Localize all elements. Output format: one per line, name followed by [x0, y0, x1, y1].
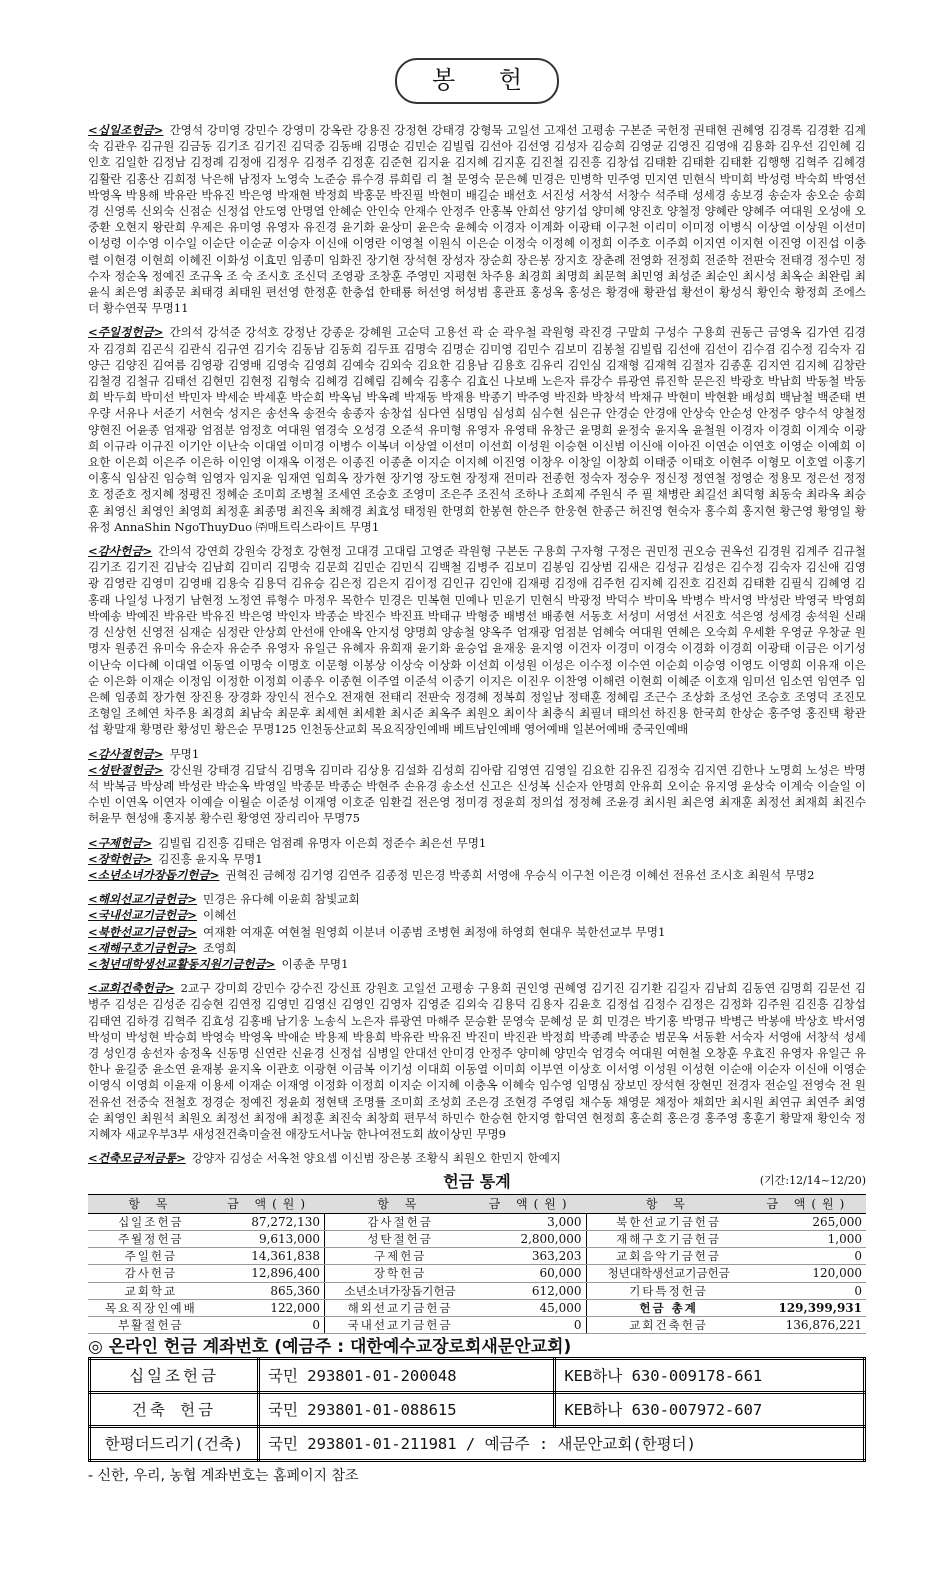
offering-category-label: <교회건축헌금>: [88, 981, 175, 996]
donor-names: 여재환 여재훈 여현철 원영희 이분녀 이종범 조병현 최정애 하영희 현대우 북한선교부 무명1: [203, 924, 666, 939]
account-note: - 신한, 우리, 농협 계좌번호는 홈페이지 참조: [88, 1468, 359, 1485]
stats-amount: 0: [475, 1317, 586, 1334]
offering-section: [88, 956, 866, 972]
stats-amount: 612,000: [475, 1282, 586, 1299]
stats-item: 청년대학생선교기금헌금: [586, 1265, 751, 1282]
stats-amount: 0: [214, 1317, 325, 1334]
donor-names: 강양자 김성순 서옥천 양요셉 이신범 장은봉 조황식 최원오 한민지 한예지: [191, 1151, 561, 1166]
stats-item: 성탄절헌금: [325, 1231, 476, 1248]
stats-amount: 363,203: [475, 1248, 586, 1265]
stats-item: 장학헌금: [325, 1265, 476, 1282]
stats-amount: 9,613,000: [214, 1231, 325, 1248]
account-number: KEB하나 630-009178-661: [555, 1359, 865, 1393]
stats-item: 부활절헌금: [88, 1317, 214, 1334]
donor-names: 간의석 강석준 강석호 강정난 강종운 강혜원 고순덕 고용선 곽 순 곽우철 곽원형 곽진경 구말희 구성수 구용희 권동근 금영옥 김가연 김경자 김경희 김곤식 김관식 김규연 김기숙 김동남 김동희 김두표 김명숙 김명순 김미영 김민수 김보미 김봉철 김빌립 김선애 김선이 김수겸 김수정 김숙자 김양근 김양진 김여름 김영광 김영배 김영숙 김영희 김예숙 김외숙 김요한 김용남 김용호 김유리 김인심 김재형 김재혁 김절자 김종훈 김지연 김지혜 김창란 김철경 김철규 김태선 김현민 김현정 김형숙 김혜경 김혜림 김혜숙 김홍수 김효신 나보배 노은자 류강수 류광연 류진학 문은진 박광호 박남희 박동철 박동희 박두희 박미선 박민자 박세순 박세훈 박순희 박옥님 박옥례 박재동 박재용 박종기 박주영 박진화 박창석 박채규 박현미 박현환 배성희 백남철 백준태 변우량 서유나 서준기 서현숙 성지은 송선옥 송전숙 송종자 송창섭 심다연 심명임 심성희 심수현 심은규 안경순 안경애 안상숙 안순성 안정주 양수석 양철정 양현진 어윤종 엄재광 엄점분 엄정호 여대원 염경숙 오성경 오준석 유미형 유영자 유영태 유창근 윤명희 윤정숙 윤지옥 윤철원 이경자 이경희 이계숙 이광희 이규라 이규진 이기안 이난숙 이대열 이미경 이병수 이복녀 이상열 이선미 이선희 이성원 이승현 이신범 이신애 이아진 이연순 이연호 이영순 이예희 이요한 이은희 이은주 이은하 이인영 이재옥 이정은 이종진 이종춘 이지순 이지혜 이진영 이창우 이창일 이창희 이태중 이태호 이현주 이형모 이호열 이홍기 이홍식 임삼진 임승혁 임영자 임지윤 임재연 임희옥 장가현 장기영 장도현 장정재 전미라 전종헌 정숙자 정승우 정신정 정연철 정영순 정용모 정은선 정정호 정준호 정지혜 정평진 정혜순 조미희 조병철 조세연 조승호 조영미 조은주 조진석 조하나 조희제 주원식 주 필 채병란 최길선 최덕형 최동숙 최라옥 최승훈 최영신 최영인 최영희 최정훈 최종명 최진옥 최해경 최효성 태정원 한명희 한봉현 한은주 한웅현 한종근 허진영 현숙자 홍수희 홍지현 황근영 황영일 황유정 AnnaShin NgoThuyDuo ㈜매트릭스라이트 무명1: [88, 325, 866, 534]
stats-item: 재해구호기금헌금: [586, 1231, 751, 1248]
offering-category-label: <성탄절헌금>: [88, 762, 164, 777]
stats-row: [88, 1282, 866, 1299]
offering-category-label: <감사헌금>: [88, 544, 153, 559]
offering-section: [88, 940, 866, 956]
stats-period: (기간:12/14~12/20): [759, 1174, 866, 1188]
offering-section: [88, 122, 866, 316]
stats-row: [88, 1317, 866, 1334]
stats-amount: 2,800,000: [475, 1231, 586, 1248]
stats-amount: 45,000: [475, 1299, 586, 1316]
offering-category-label: <장학헌금>: [88, 851, 153, 866]
stats-amount: 0: [751, 1248, 866, 1265]
offering-section: [88, 907, 866, 923]
donor-names: 김진흥 윤지옥 무명1: [158, 851, 263, 866]
offering-section: [88, 543, 866, 737]
account-row: [90, 1359, 865, 1393]
offering-category-label: <청년대학생선교활동지원기금헌금>: [88, 956, 276, 971]
stats-item: 기타특정헌금: [586, 1282, 751, 1299]
offering-category-label: <소년소녀가장돕기헌금>: [88, 867, 220, 882]
donor-names: 이혜선: [203, 908, 237, 923]
stats-item: 감사절헌금: [325, 1213, 476, 1230]
donor-names: 조영희: [203, 940, 237, 955]
offering-section: [88, 762, 866, 827]
account-category: 한평더드리기(건축): [90, 1427, 259, 1461]
offering-category-label: <건축모금저금통>: [88, 1151, 186, 1166]
account-row: [90, 1427, 865, 1461]
online-title: ◎ 온라인 헌금 계좌번호 (예금주 : 대한예수교장로회새문안교회): [88, 1337, 572, 1358]
account-row: [90, 1393, 865, 1427]
account-table: [88, 1357, 866, 1462]
offering-category-label: <국내선교기금헌금>: [88, 908, 198, 923]
stats-item: 십일조헌금: [88, 1213, 214, 1230]
stats-body: [88, 1213, 866, 1333]
stats-header: 항 목: [88, 1194, 214, 1213]
stats-amount: 120,000: [751, 1265, 866, 1282]
stats-item: 주일헌금: [88, 1248, 214, 1265]
stats-item: 북한선교기금헌금: [586, 1213, 751, 1230]
stats-item: 헌금 총계: [586, 1299, 751, 1316]
offering-sections: [88, 122, 866, 1166]
offering-section: [88, 1150, 866, 1166]
donor-names: 김빌립 김진흥 김태은 엄점례 유명자 이은희 정준수 최은선 무명1: [158, 835, 487, 850]
page-title: 봉 헌: [395, 58, 559, 104]
stats-amount: 87,272,130: [214, 1213, 325, 1230]
stats-amount: 136,876,221: [751, 1317, 866, 1334]
offering-category-label: <주일정헌금>: [88, 325, 164, 340]
stats-row: [88, 1213, 866, 1230]
stats-header: 항 목: [586, 1194, 751, 1213]
stats-amount: 265,000: [751, 1213, 866, 1230]
offering-section: [88, 835, 866, 851]
stats-amount: 12,896,400: [214, 1265, 325, 1282]
account-number: 국민 293801-01-200048: [259, 1359, 555, 1393]
stats-item: 교회건축헌금: [586, 1317, 751, 1334]
stats-item: 구제헌금: [325, 1248, 476, 1265]
stats-amount: 1,000: [751, 1231, 866, 1248]
stats-amount: 14,361,838: [214, 1248, 325, 1265]
donor-names: 민경은 유다혜 이윤희 참빛교회: [203, 892, 360, 907]
offering-category-label: <구제헌금>: [88, 835, 153, 850]
stats-section: [88, 1174, 866, 1190]
stats-item: 주월정헌금: [88, 1231, 214, 1248]
stats-header: 금 액(원): [751, 1194, 866, 1213]
stats-row: [88, 1248, 866, 1265]
offering-section: [88, 867, 866, 883]
donor-names: 무명1: [169, 746, 200, 761]
account-number: KEB하나 630-007972-607: [555, 1393, 865, 1427]
stats-item: 해외선교기금헌금: [325, 1299, 476, 1316]
offering-content: [88, 122, 866, 1485]
stats-header: 금 액(원): [214, 1194, 325, 1213]
donor-names: 간영석 강미영 강민수 강영미 강옥란 강용진 강정현 강태경 강형묵 고일선 고재선 고평송 구본준 국헌정 권태현 권혜영 김경록 김경환 김계숙 김관우 김규원 김금동 김기조 김기진 김덕중 김동배 김명순 김민순 김빌립 김선아 김선영 김성자 김승희 김영균 김영진 김영애 김용화 김우선 김인혜 김인호 김일한 김정남 김정례 김정애 김정우 김정주 김정훈 김준현 김지윤 김지혜 김지훈 김진철 김진흥 김창섭 김태환 김태환 김태환 김행행 김혁주 김혜경 김활란 김홍산 김희정 낙은해 남정자 노영숙 노준승 류수경 류희림 리 철 문영숙 문은혜 민경은 민병학 민주영 민지연 민현식 박미희 박성령 박숙희 박영선 박영옥 박용해 박유란 박유진 박은영 박재현 박정희 박홍문 박진필 박현미 배길순 배선호 서진성 서창석 서창수 석주태 성세경 송보경 송순자 송오순 송희경 신영록 신외숙 신점순 신정섭 안도영 안명열 안혜순 안인숙 안재수 안정주 안홍복 안희선 양기섭 양미혜 양진호 양철정 양혜란 양혜주 여대원 오성애 오중환 오현지 왕란희 우제은 유미영 유영자 유진경 윤기화 윤상미 윤은숙 윤혜숙 이경자 이계화 이광태 이구천 이리미 이미정 이병식 이상열 이상원 이선미 이성령 이수영 이수일 이순단 이순균 이승자 이신애 이영란 이영철 이원식 이은순 이정숙 이정혜 이정희 이주호 이주희 이지연 이지현 이진영 이진섭 이충렬 이현경 이현희 이혜진 이화성 이효민 임종미 임화진 장기현 장석현 장성자 장순희 장은봉 장지호 장춘례 전영화 전정희 전준학 전판숙 전태경 정수민 정수자 정순옥 정예진 조규옥 조 숙 조시호 조신덕 조영광 조창훈 주영민 지평현 차주용 최경희 최명희 최문혁 최민영 최성준 최순인 최시성 최옥순 최완림 최윤식 최은영 최종문 최태경 최태원 편선영 한정훈 한충섭 한태룡 허선영 허성범 홍관표 홍성옥 홍성은 황경애 황관섭 황선이 황성식 황인숙 황정희 조에스더 황수연꾹 무명11: [88, 123, 866, 316]
donor-names: 강신원 강태경 김달식 김명옥 김미라 김상용 김설화 김성희 김아람 김영연 김영일 김요한 김유진 김정숙 김지연 김한나 노명희 노성은 박명석 박복금 박상례 박성란 박순옥 박영일 박종문 박종순 박현주 손유경 송소선 신고은 신성복 신순자 안명희 안유희 오이순 유지영 윤상숙 이계숙 이슬일 이수빈 이연옥 이연자 이예슬 이월순 이준성 이재영 이호준 임환걸 전은영 정미경 정윤희 정의섭 정정혜 조윤경 최시원 최은영 최재훈 최정선 최재희 최진수 허윤무 현성애 홍지봉 황수린 황영연 장리리아 무명75: [88, 762, 866, 826]
offering-section: [88, 851, 866, 867]
stats-amount: 3,000: [475, 1213, 586, 1230]
offering-category-label: <재해구호기금헌금>: [88, 940, 198, 955]
stats-header-row: [88, 1194, 866, 1213]
stats-row: [88, 1265, 866, 1282]
stats-item: 교회학교: [88, 1282, 214, 1299]
stats-row: [88, 1299, 866, 1316]
offering-section: [88, 891, 866, 907]
stats-amount: 0: [751, 1282, 866, 1299]
donor-names: 이종춘 무명1: [281, 956, 349, 971]
stats-item: 교회음악기금헌금: [586, 1248, 751, 1265]
stats-item: 감사헌금: [88, 1265, 214, 1282]
stats-row: [88, 1231, 866, 1248]
stats-item: 국내선교기금헌금: [325, 1317, 476, 1334]
donor-names: 2교구 강미희 강민수 강수진 강신표 강원호 고일선 고평송 구용희 권인영 권혜영 김기진 김기환 김길자 김남희 김동연 김명희 김문선 김병주 김성은 김성준 김승현 김연정 김영민 김영신 김영인 김영자 김영준 김외숙 김용덕 김용자 김윤호 김정섭 김정수 김정은 김정화 김주원 김진흥 김창섭 김태연 김하경 김혁주 김효성 김홍배 남기웅 노송식 노은자 류광연 마해주 문승환 문영숙 문혜성 문 희 민경은 박기홍 박명규 박병근 박봉애 박상호 박서영 박성미 박성현 박승희 박영숙 박영옥 박애순 박용제 박용희 박유란 박유진 박진미 박진관 박정희 박종례 박종순 범문옥 서동환 서숙자 서영애 서창석 성세경 성인경 송선자 송정옥 신동명 신연란 신윤경 신정섭 심병일 안대선 안미경 안정주 양미혜 양민숙 엄경숙 여대원 여현철 오창훈 우효진 유영자 유일근 유한나 윤길중 윤소연 윤재봉 윤지옥 이관호 이광현 이금복 이기성 이대희 이동열 이미희 이부연 이상호 이서영 이성원 이성현 이순애 이순자 이신애 이영순 이영식 이영희 이윤재 이용세 이재순 이재영 이정화 이정희 이지순 이지혜 이충옥 이혜숙 임수영 임명심 장보민 장석현 장현민 전경자 전순일 전영숙 전 원 전유선 전중숙 전철호 정경순 정예진 정윤희 정현택 조명률 조미희 조성희 조은경 조현경 주영림 채수동 채영문 채정아 채희만 최시원 최연규 최연주 최영순 최영인 최원석 최원오 최정선 최정애 최정훈 최진숙 최창희 편무석 하민수 한승현 한지영 함덕연 현정희 홍순희 홍은경 홍주영 홍훈기 황말재 황인숙 정지혜자 새교우부3부 새성전건축미술전 애장도서나눔 한나여전도회 故이상민 무명9: [88, 981, 866, 1141]
stats-table: [88, 1194, 866, 1335]
offering-category-label: <해외선교기금헌금>: [88, 892, 198, 907]
offering-category-label: <십일조헌금>: [88, 123, 164, 137]
stats-item: 소년소녀가장돕기헌금: [325, 1282, 476, 1299]
account-number: 국민 293801-01-211981 / 예금주 : 새문안교회(한평더): [259, 1427, 865, 1461]
account-category: 십일조헌금: [90, 1359, 259, 1393]
stats-title: 헌금 통계: [443, 1172, 511, 1192]
offering-section: [88, 924, 866, 940]
stats-item: 목요직장인예배: [88, 1299, 214, 1316]
stats-header: 항 목: [325, 1194, 476, 1213]
offering-category-label: <감사절헌금>: [88, 746, 164, 761]
stats-amount: 129,399,931: [751, 1299, 866, 1316]
stats-amount: 60,000: [475, 1265, 586, 1282]
offering-section: [88, 324, 866, 535]
account-category: 건축 헌금: [90, 1393, 259, 1427]
donor-names: 권혁진 금혜정 김기영 김연주 김종정 민은경 박종희 서영애 우승식 이구천 이은경 이혜선 전유선 조시호 최원석 무명2: [225, 867, 815, 882]
offering-section: [88, 980, 866, 1142]
stats-amount: 865,360: [214, 1282, 325, 1299]
donor-names: 간의석 강연희 강원숙 강정호 강현정 고대경 고대림 고영준 곽원형 구본돈 구용희 구자형 구정은 권민정 권오승 권옥선 김경원 김계주 김규철 김기조 김기진 김남숙 김남희 김미리 김명숙 김문희 김민순 김민식 김백철 김병주 김보미 김봉임 김상범 김새은 김성규 김성은 김수정 김숙자 김신애 김영광 김영란 김영미 김영배 김용숙 김용덕 김유승 김은정 김은지 김이정 김인규 김인애 김재평 김정애 김주헌 김지혜 김진호 김진희 김태환 김필식 김혜영 김홍래 나일성 나정기 남현정 노정연 류형수 마정우 목한수 민경은 민복현 민예나 민운기 민현식 박광정 박덕수 박미옥 박병수 박서영 박성란 박영국 박영희 박예송 박예진 박유란 박유진 박은영 박인자 박종순 박진수 박진표 박태규 박형중 배병선 배종현 서동호 서성미 서영선 서진호 석은영 성세경 송석원 신래경 신상헌 신영전 심재순 심정란 안상희 안선애 안애옥 안지성 양명희 양송철 양옥주 엄재광 엄점분 엄혜숙 여대원 연혜은 오숙희 우세환 우영균 우창균 원명자 원종건 유미숙 유순자 유순주 유영자 유일근 유혜자 유희재 윤기화 윤승업 윤재웅 윤지영 이건자 이경미 이경숙 이경화 이경희 이광태 이금은 이기성 이난숙 이다혜 이대열 이동열 이명숙 이명호 이문형 이봉상 이상숙 이상화 이선희 이성원 이성은 이수정 이수연 이순희 이승영 이영도 이영희 이유재 이은순 이은화 이재순 이정임 이정한 이정희 이종우 이종현 이주열 이준석 이중기 이지은 이진우 이찬영 이해련 이현희 이혜준 이호재 임미선 임소연 임연주 임은혜 임종희 장가현 장진용 장경화 장인식 전수오 전재현 전태리 전판숙 정경혜 정복희 정일남 정태훈 정혜림 조근수 조상화 조성언 조승호 조영덕 조진모 조형일 조혜연 차주용 최경희 최남숙 최문후 최세현 최세환 최시준 최옥주 최원오 최이삭 최충식 최필녀 태의선 하진용 한국희 한상순 홍주영 홍진택 황관섭 황말재 황명란 황성민 황은순 무명125 인천동산교회 목요직장인예배 베트남인예배 영어예배 일본어예배 중국인예배: [88, 544, 866, 737]
offering-section: [88, 746, 866, 762]
stats-header: 금 액(원): [475, 1194, 586, 1213]
offering-category-label: <북한선교기금헌금>: [88, 924, 198, 939]
stats-amount: 122,000: [214, 1299, 325, 1316]
account-number: 국민 293801-01-088615: [259, 1393, 555, 1427]
